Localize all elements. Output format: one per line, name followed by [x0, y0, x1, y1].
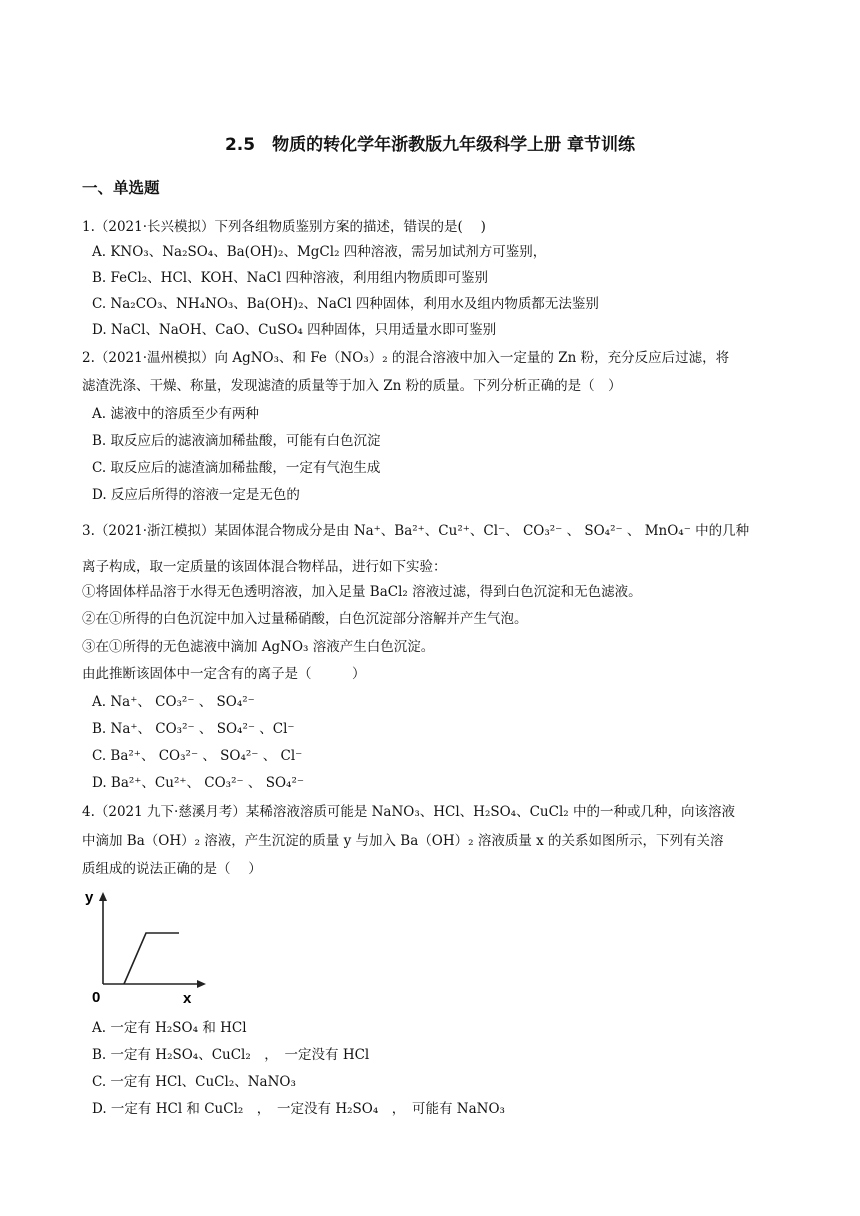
- question-4-stem-line-3: 质组成的说法正确的是（ ）: [82, 861, 262, 877]
- question-1-stem: 1.（2021·长兴模拟）下列各组物质鉴别方案的描述，错误的是( ): [82, 219, 486, 235]
- page-title: 2.5 物质的转化学年浙教版九年级科学上册 章节训练: [224, 135, 636, 155]
- y-axis-label: y: [85, 889, 94, 906]
- origin-label: 0: [92, 989, 101, 1004]
- question-3-stem-line-2: 离子构成，取一定质量的该固体混合物样品，进行如下实验：: [82, 559, 447, 575]
- question-3-ask: 由此推断该固体中一定含有的离子是（ ）: [82, 666, 366, 682]
- question-2-option-d: D. 反应后所得的溶液一定是无色的: [92, 487, 300, 503]
- question-3-stem-line-1: 3.（2021·浙江模拟）某固体混合物成分是由 Na⁺、Ba²⁺、Cu²⁺、Cl⁻、 CO₃²⁻ 、 SO₄²⁻ 、 MnO₄⁻ 中的几种: [82, 523, 750, 539]
- question-2-stem-line-1: 2.（2021·温州模拟）向 AgNO₃、和 Fe（NO₃）₂ 的混合溶液中加入一定量的 Zn 粉，充分反应后过滤，将: [82, 350, 730, 366]
- question-2-option-a: A. 滤液中的溶质至少有两种: [92, 406, 259, 422]
- question-4-option-b: B. 一定有 H₂SO₄、CuCl₂ ， 一定没有 HCl: [92, 1047, 370, 1063]
- question-2-option-b: B. 取反应后的滤液滴加稀盐酸，可能有白色沉淀: [92, 433, 381, 449]
- question-1-option-a: A. KNO₃、Na₂SO₄、Ba(OH)₂、MgCl₂ 四种溶液，需另加试剂方可鉴别，: [92, 244, 547, 260]
- x-axis-arrow: [197, 980, 206, 988]
- question-4-option-d: D. 一定有 HCl 和 CuCl₂ ， 一定没有 H₂SO₄ ， 可能有 NaNO₃: [92, 1101, 505, 1117]
- question-2-option-c: C. 取反应后的滤渣滴加稀盐酸，一定有气泡生成: [92, 460, 381, 476]
- y-axis-arrow: [99, 892, 107, 901]
- precipitate-graph: [82, 884, 212, 1004]
- question-3-step-1: ①将固体样品溶于水得无色透明溶液，加入足量 BaCl₂ 溶液过滤，得到白色沉淀和无色滤液。: [82, 584, 642, 600]
- question-4-option-a: A. 一定有 H₂SO₄ 和 HCl: [92, 1020, 247, 1036]
- question-3-step-2: ②在①所得的白色沉淀中加入过量稀硝酸，白色沉淀部分溶解并产生气泡。: [82, 611, 528, 627]
- question-4-option-c: C. 一定有 HCl、CuCl₂、NaNO₃: [92, 1074, 296, 1090]
- section-heading: 一、单选题: [82, 179, 160, 197]
- precipitate-curve: [124, 933, 179, 984]
- question-3-option-d: D. Ba²⁺、Cu²⁺、 CO₃²⁻ 、 SO₄²⁻: [92, 775, 304, 791]
- question-4-stem-line-1: 4.（2021 九下·慈溪月考）某稀溶液溶质可能是 NaNO₃、HCl、H₂SO₄、CuCl₂ 中的一种或几种，向该溶液: [82, 804, 735, 820]
- question-3-option-a: A. Na⁺、 CO₃²⁻ 、 SO₄²⁻: [92, 694, 255, 710]
- x-axis-label: x: [183, 990, 192, 1004]
- question-1-option-c: C. Na₂CO₃、NH₄NO₃、Ba(OH)₂、NaCl 四种固体，利用水及组内物质都无法鉴别: [92, 296, 599, 312]
- question-2-stem-line-2: 滤渣洗涤、干燥、称量，发现滤渣的质量等于加入 Zn 粉的质量。下列分析正确的是（ ）: [82, 378, 622, 394]
- question-3-step-3: ③在①所得的无色滤液中滴加 AgNO₃ 溶液产生白色沉淀。: [82, 639, 435, 655]
- question-1-option-d: D. NaCl、NaOH、CaO、CuSO₄ 四种固体，只用适量水即可鉴别: [92, 322, 497, 338]
- precipitate-graph-svg: [82, 884, 212, 1004]
- question-3-option-b: B. Na⁺、 CO₃²⁻ 、 SO₄²⁻ 、Cl⁻: [92, 721, 295, 737]
- question-1-option-b: B. FeCl₂、HCl、KOH、NaCl 四种溶液，利用组内物质即可鉴别: [92, 270, 488, 286]
- question-4-stem-line-2: 中滴加 Ba（OH）₂ 溶液，产生沉淀的质量 y 与加入 Ba（OH）₂ 溶液质量 x 的关系如图所示，下列有关溶: [82, 833, 724, 849]
- question-3-option-c: C. Ba²⁺、 CO₃²⁻ 、 SO₄²⁻ 、 Cl⁻: [92, 748, 303, 764]
